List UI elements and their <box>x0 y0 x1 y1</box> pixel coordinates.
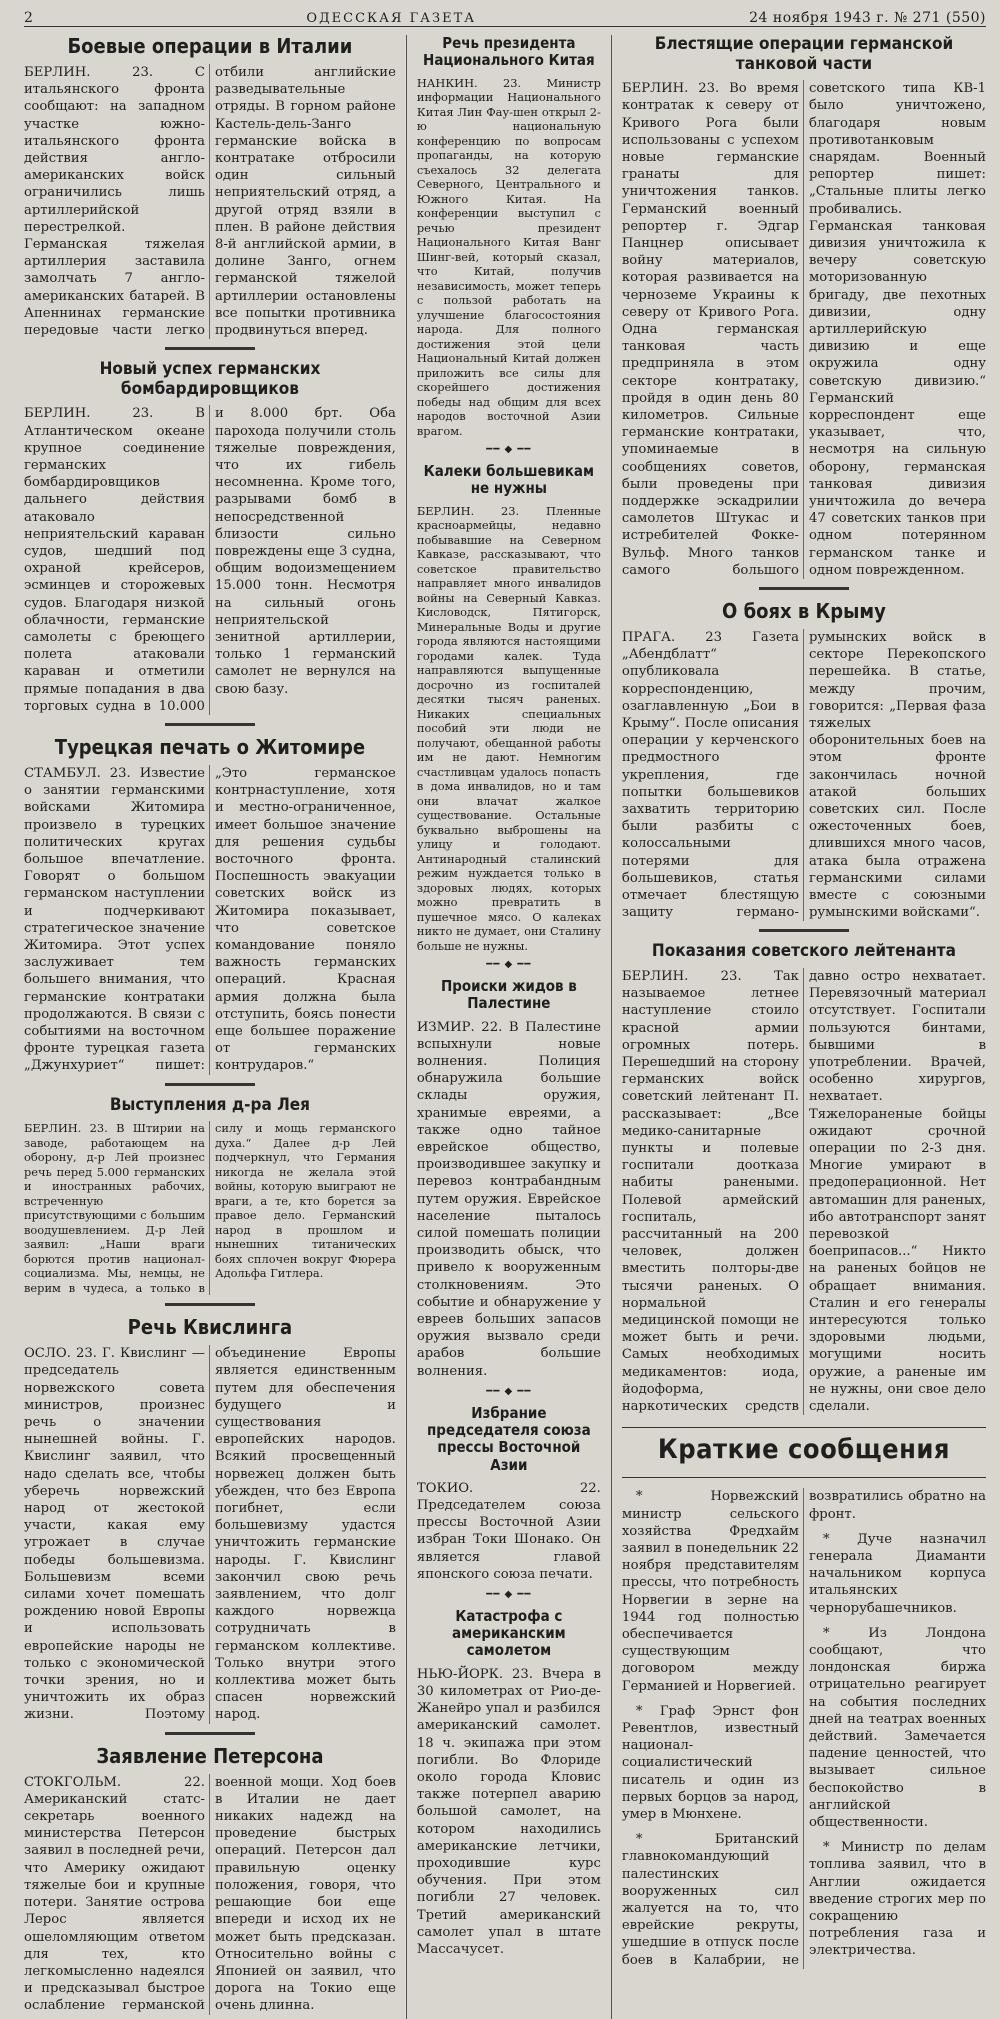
article-body: БЕРЛИН. 23. Во время контратак к северу от Кривого Рога были использованы с успехом новые германские гранаты для уничтожения танков. Германский военный репортер г. Эдгар Панцнер описывает войну материалов, которая развивается на черноземе Украины к северу от Кривого Рога. Одна германская танковая часть предприняла в этом секторе контратаку, пройдя в один день 80 километров. Сильные германские контратаки, упоминаемые в сообщениях советов, были проведены при поддержке эскадрилии самолетов Штукас и истребителей Фокке-Вульф. Много танков самого большого советского типа КВ-1 было уничтожено, благодаря новым противотанковым снарядам. Военный репортер пишет: „Стальные плиты легко пробивались. Германская танковая дивизия уничтожила к вечеру советскую моторизованную бригаду, две пехотных дивизии, одну артиллерийскую дивизию и еще окружила одну советскую дивизию.“ Германский корреспондент еще указывает, что, несмотря на сильную оборону, германская танковая дивизия уничтожила до вечера 47 советских танков при одном потерянном германском танке и одном поврежденном. <box>621 81 986 578</box>
article-body: БЕРЛИН. 23. Так называемое летнее наступление стоило красной армии огромных потерь. Перешедший на сторону германских войск советский лейтенант П. рассказывает: „Все медико-санитарные пункты и полевые госпитали доотказа набиты ранеными. Полевой армейский госпиталь, рассчитанный на 200 человек, должен вместить полторы-две тысячи раненых. О нормальной медицинской помощи не может быть и речи. Самых необходимых медикаментов: иода, йодоформа, наркотических средств давно остро нехватает. Перевязочный материал отсутствует. Госпитали пользуются бинтами, бывшими в употреблении. Врачей, особенно хирургов, нехватает. Тяжелораненые бойцы ожидают срочной операции по 2-3 дня. Многие умирают в предоперационной. Нет автомашин для раненых, ибо автотранспорт занят перевозкой боеприпасов...“ Никто на раненых бойцов не обращает внимания. Сталин и его генералы интересуются только здоровыми людьми, могущими носить оружие, а раненые им не нужны, они свое дело сделали. <box>621 968 986 1415</box>
article-body: НАНКИН. 23. Министр информации Национального Китая Лин Фау-шен открыл 2-ю национальную конференцию по вопросам пропаганды, на которую съехалось 32 делегата Северного, Центрального и Южного Китая. На конференции выступил с речью президент Национального Китая Ванг Шинг-вей, который сказал, что Китай, получив независимость, может теперь с пользой работать на улучшение благосостояния народа. Для полного достижения этой цели Национальный Китай должен приложить все силы для скорейшего достижения победы над общим для всех народов восточной Азии врагом. <box>416 75 601 438</box>
article-crimea <box>622 600 986 921</box>
article-body: БЕРЛИН. 23. В Штирии на заводе, работающем на оборону, д-р Лей произнес речь перед 5.000 германских и иностранных рабочих, встреченную присутствующими с большим воодушевлением. Д-р Лей заявил: „Наши враги борются против национал-социализма. Мы, немцы, не верим в чудеса, а только в силу и мощь германского духа.“ Далее д-р Лей подчеркнул, что Германия никогда не желала этой войны, которую выиграют не враги, а те, кто борется за правое дело. Германский народ в прошлом и нынешних титанических боях сплочен вокруг Фюрера Адольфа Гитлера. <box>24 1121 396 1295</box>
article-ley <box>24 1096 396 1296</box>
article-lieutenant <box>622 942 986 1415</box>
divider <box>165 1732 255 1735</box>
article-title: Заявление Петерсона <box>96 1743 324 1768</box>
article-body: БЕРЛИН. 23. Пленные красноармейцы, недавно побывавшие на Северном Кавказе, рассказывают, что советское правительство направляет много инвалидов войны на Северный Кавказ. Кисловодск, Пятигорск, Минеральные Воды и другие города являются настоящими городами калек. Туда направляются выпущенные досрочно из госпиталей десятки тысяч раненых. Никаких специальных пособий эти люди не получают, обещанной работы им не дают. Немногим счастливцам удалось попасть в дома инвалидов, но и там они влачат жалкое существование. Остальные буквально выброшены на улицу и голодают. Антинародный сталинский режим нуждается только в здоровых людях, которых можно превратить в пушечное мясо. О калеках никто не думает, они Сталину больше не нужны. <box>416 503 601 953</box>
article-title: Показания советского лейтенанта <box>651 941 956 962</box>
article-body: ОСЛО. 23. Г. Квислинг — председатель норвежского совета министров, произнес речь о значении нынешней войны. Г. Квислинг заявил, что надо сделать все, чтобы уберечь норвежский народ от жестокой участи, какая ему угрожает в случае победы большевизма. Большевизм всеми силами хочет помешать рождению новой Европы и использовать европейские народы не только с экономической точки зрения, но и уничтожить их образ жизни. Поэтому объединение Европы является единственным путем для обеспечения будущего и существования европейских народов. Всякий просвещенный норвежец должен быть убежден, что без Европа погибнет, если большевизму удастся уничтожить германские народы. Г. Квислинг закончил свою речь заявлением, что долг каждого норвежца сотрудничать в германском коллективе. Только внутри этого коллектива может быть спасен норвежский народ. <box>24 1346 396 1723</box>
brief-news-item: * Норвежский министр сельского хозяйства Фредхайм заявил в понедельник 22 ноября представителям прессы, что потребность Норвегии в зерне на 1944 год полностью обеспечивается существующим договором между Германией и Норвегией. <box>622 1488 799 1694</box>
article-title: Избрание председателя союза прессы Восточной Азии <box>426 1403 591 1474</box>
brief-news-list <box>622 1488 986 1968</box>
ornament-divider: ━━ ◆ ━━ <box>486 959 532 970</box>
article-body: ПРАГА. 23 Газета „Абендблатт“ опубликовала корреспонденцию, озаглавленную „Бои в Крыму“. После описания операции у керченского предмостного укрепления, где попытки большевиков захватить территорию были разбиты с колоссальными потерями для большевиков, статья отмечает блестящую защиту германо-румынских войск в секторе Перекопского перешейка. В статье, между прочим, говорится: „Первая фаза тяжелых оборонительных боев на этом фронте закончилась ночной атакой больших советских сил. После ожесточенных боев, длившихся много часов, атака была отражена германскими силами вместе с союзными румынскими войсками“. <box>621 629 986 921</box>
article-title: Происки жидов в Палестине <box>440 977 577 1013</box>
brief-news-header <box>622 1427 986 1478</box>
masthead <box>24 4 986 27</box>
divider <box>165 1303 255 1306</box>
article-body: БЕРЛИН. 23. В Атлантическом океане крупное соединение германских бомбардировщиков дальнего действия атаковало неприятельский караван судов, шедший под охраной крейсеров, эсминцев и сторожевых судов. Благодаря низкой облачности, германские самолеты с бреющего полета атаковали караван и отметили прямые попадания в два торговых судна в 10.000 и 8.000 брт. Оба парохода получили столь тяжелые повреждения, что их гибель несомненна. Кроме того, разрывами бомб в непосредственной близости сильно повреждены еще 3 судна, общим водоизмещением 15.000 тонн. Несмотря на сильный огонь неприятельской зенитной артиллерии, только 1 германский самолет не вернулся на свою базу. <box>24 406 396 714</box>
article-tank-unit <box>622 35 986 579</box>
article-palestine <box>417 978 601 1380</box>
brief-news-item: * Граф Эрнст фон Ревентлов, известный национал-социалистический писатель и один из первых борцов за народ, умер в Мюнхене. <box>622 1703 799 1823</box>
divider <box>759 929 849 932</box>
article-title: Новый успех германских бомбардировщиков <box>99 359 321 399</box>
article-body: ИЗМИР. 22. В Палестине вспыхнули новые волнения. Полиция обнаружила большие склады оружия, хранимые евреями, а также одно тайное еврейское общество, производившее закупку и перевоз контрабандным путем оружия. Еврейское население пыталось силой помешать полиции производить обыск, что привело к вооруженным столкновениям. Это событие и обнаружение у евреев больших запасов оружия вызвало среди арабов большие волнения. <box>416 1019 601 1379</box>
article-title: Выступления д-ра Лея <box>109 1094 310 1115</box>
page-number: 2 <box>24 10 34 26</box>
article-title: Турецкая печать о Житомире <box>54 735 366 759</box>
article-quisling <box>24 1316 396 1723</box>
divider <box>759 587 849 590</box>
issue-date: 24 ноября 1943 г. № 271 (550) <box>749 10 986 26</box>
article-title: Боевые операции в Италии <box>67 34 353 58</box>
article-peterson <box>24 1745 396 2015</box>
brief-news-item: * Министр по делам топлива заявил, что в Англии ожидается введение строгих мер по сокращению потребления газа и электричества. <box>809 1839 986 1959</box>
brief-news-item: * Из Лондона сообщают, что лондонская биржа отрицательно реагирует на события последних дней на театрах военных действий. Замечается падение ценностей, что вызывает сильное беспокойство в английской общественности. <box>809 1625 986 1831</box>
divider <box>165 723 255 726</box>
article-title: Катастрофа с американским самолетом <box>452 1606 566 1660</box>
article-body: БЕРЛИН. 23. С итальянского фронта сообщают: на западном участке южно-итальянского фронта действия англо-американских войск ограничились лишь артиллерийской перестрелкой. Германская тяжелая артиллерия заставила замолчать 7 англо-американских батарей. В Апеннинах германские передовые части легко отбили английские разведывательные отряды. В горном районе Кастель-дель-Занго германские войска в контратаке отбросили один сильный неприятельский отряд, а другой отряд взяли в плен. В районе действия 8-й английской армии, в долине Занго, огнем германской тяжелой артиллерии остановлены все попытки противника продвинуться вперед. <box>24 65 396 339</box>
article-title: Калеки большевикам не нужны <box>423 462 595 498</box>
divider <box>165 347 255 350</box>
article-body: НЬЮ-ЙОРК. 23. Вчера в 30 километрах от Рио-де-Жанейро упал и разбился американский самолет. 18 ч. экипажа при этом погибли. Во Флориде около города Кловис также потерпел аварию большой самолет, на котором находились американские летчики, проходившие курс обучения. При этом погибли 27 человек. Третий американский самолет упал в штате Массачусет. <box>416 1666 601 1957</box>
article-zhitomir <box>24 736 396 1075</box>
article-body: СТАМБУЛ. 23. Известие о занятии германскими войсками Житомира произвело в турецких политических кругах большое впечатление. Говорят о большом германском наступлении и подчеркивают стратегическое значение Житомира. Этот успех заслуживает тем большего внимания, что германские контратаки продолжаются. В связи с событиями на восточном фронте турецкая газета „Джунхуриет“ пишет: „Это германское контрнаступление, хотя и местно-ограниченное, имеет большое значение для решения судьбы восточного фронта. Поспешность эвакуации советских войск из Житомира показывает, что советское командование поняло важность германских операций. Красная армия должна была отступить, боясь понести еще большее поражение от германских контрударов.“ <box>24 766 396 1074</box>
column-middle <box>407 35 612 2019</box>
column-left <box>24 35 407 2019</box>
ornament-divider: ━━ ◆ ━━ <box>486 444 532 455</box>
ornament-divider: ━━ ◆ ━━ <box>486 1385 532 1397</box>
article-title: О боях в Крыму <box>722 598 886 623</box>
article-italy <box>24 35 396 339</box>
article-press-union <box>417 1405 601 1583</box>
newspaper-name: ОДЕССКАЯ ГАЗЕТА <box>306 11 477 26</box>
brief-news-item: * Дуче назначил генерала Диаманти начальником корпуса итальянских чернорубашечников. <box>809 1531 986 1617</box>
article-plane-crash <box>417 1608 601 1958</box>
ornament-divider: ━━ ◆ ━━ <box>486 1588 532 1600</box>
article-title: Блестящие операции германской танковой части <box>654 34 954 74</box>
article-bombers <box>24 360 396 715</box>
brief-news-item: * Британский главнокомандующий палестинских вооруженных сил жалуется на то, что еврейские рекруты, ушедшие в отпуск после боев в Калабрии, не возвратились обратно на фронт. <box>622 1488 986 1968</box>
article-title: Речь Квислинга <box>127 1315 293 1340</box>
article-title: Краткие сообщения <box>657 1434 950 1466</box>
article-china <box>417 35 601 438</box>
divider <box>165 1083 255 1086</box>
article-title: Речь президента Национального Китая <box>423 34 595 70</box>
article-cripples <box>417 463 601 953</box>
article-body: ТОКИО. 22. Председателем союза прессы Восточной Азии избран Токи Шонако. Он является главой японского союза печати. <box>416 1480 601 1582</box>
article-body: СТОКГОЛЬМ. 22. Американский статс-секретарь военного министерства Петерсон заявил в последней речи, что Америку ожидают тяжелые бои и крупные потери. Занятие острова Лерос является ошеломляющим ответом для тех, кто легкомысленно надеялся и предсказывал быстрое ослабление германской военной мощи. Ход боев в Италии не дает никаких надежд на проведение быстрых операций. Петерсон дал правильную оценку положения, говоря, что решающие бои еще впереди и исход их не может быть предсказан. Относительно войны с Японией он заявил, что дорога на Токио еще очень длинна. <box>24 1774 396 2014</box>
column-right <box>612 35 986 2019</box>
